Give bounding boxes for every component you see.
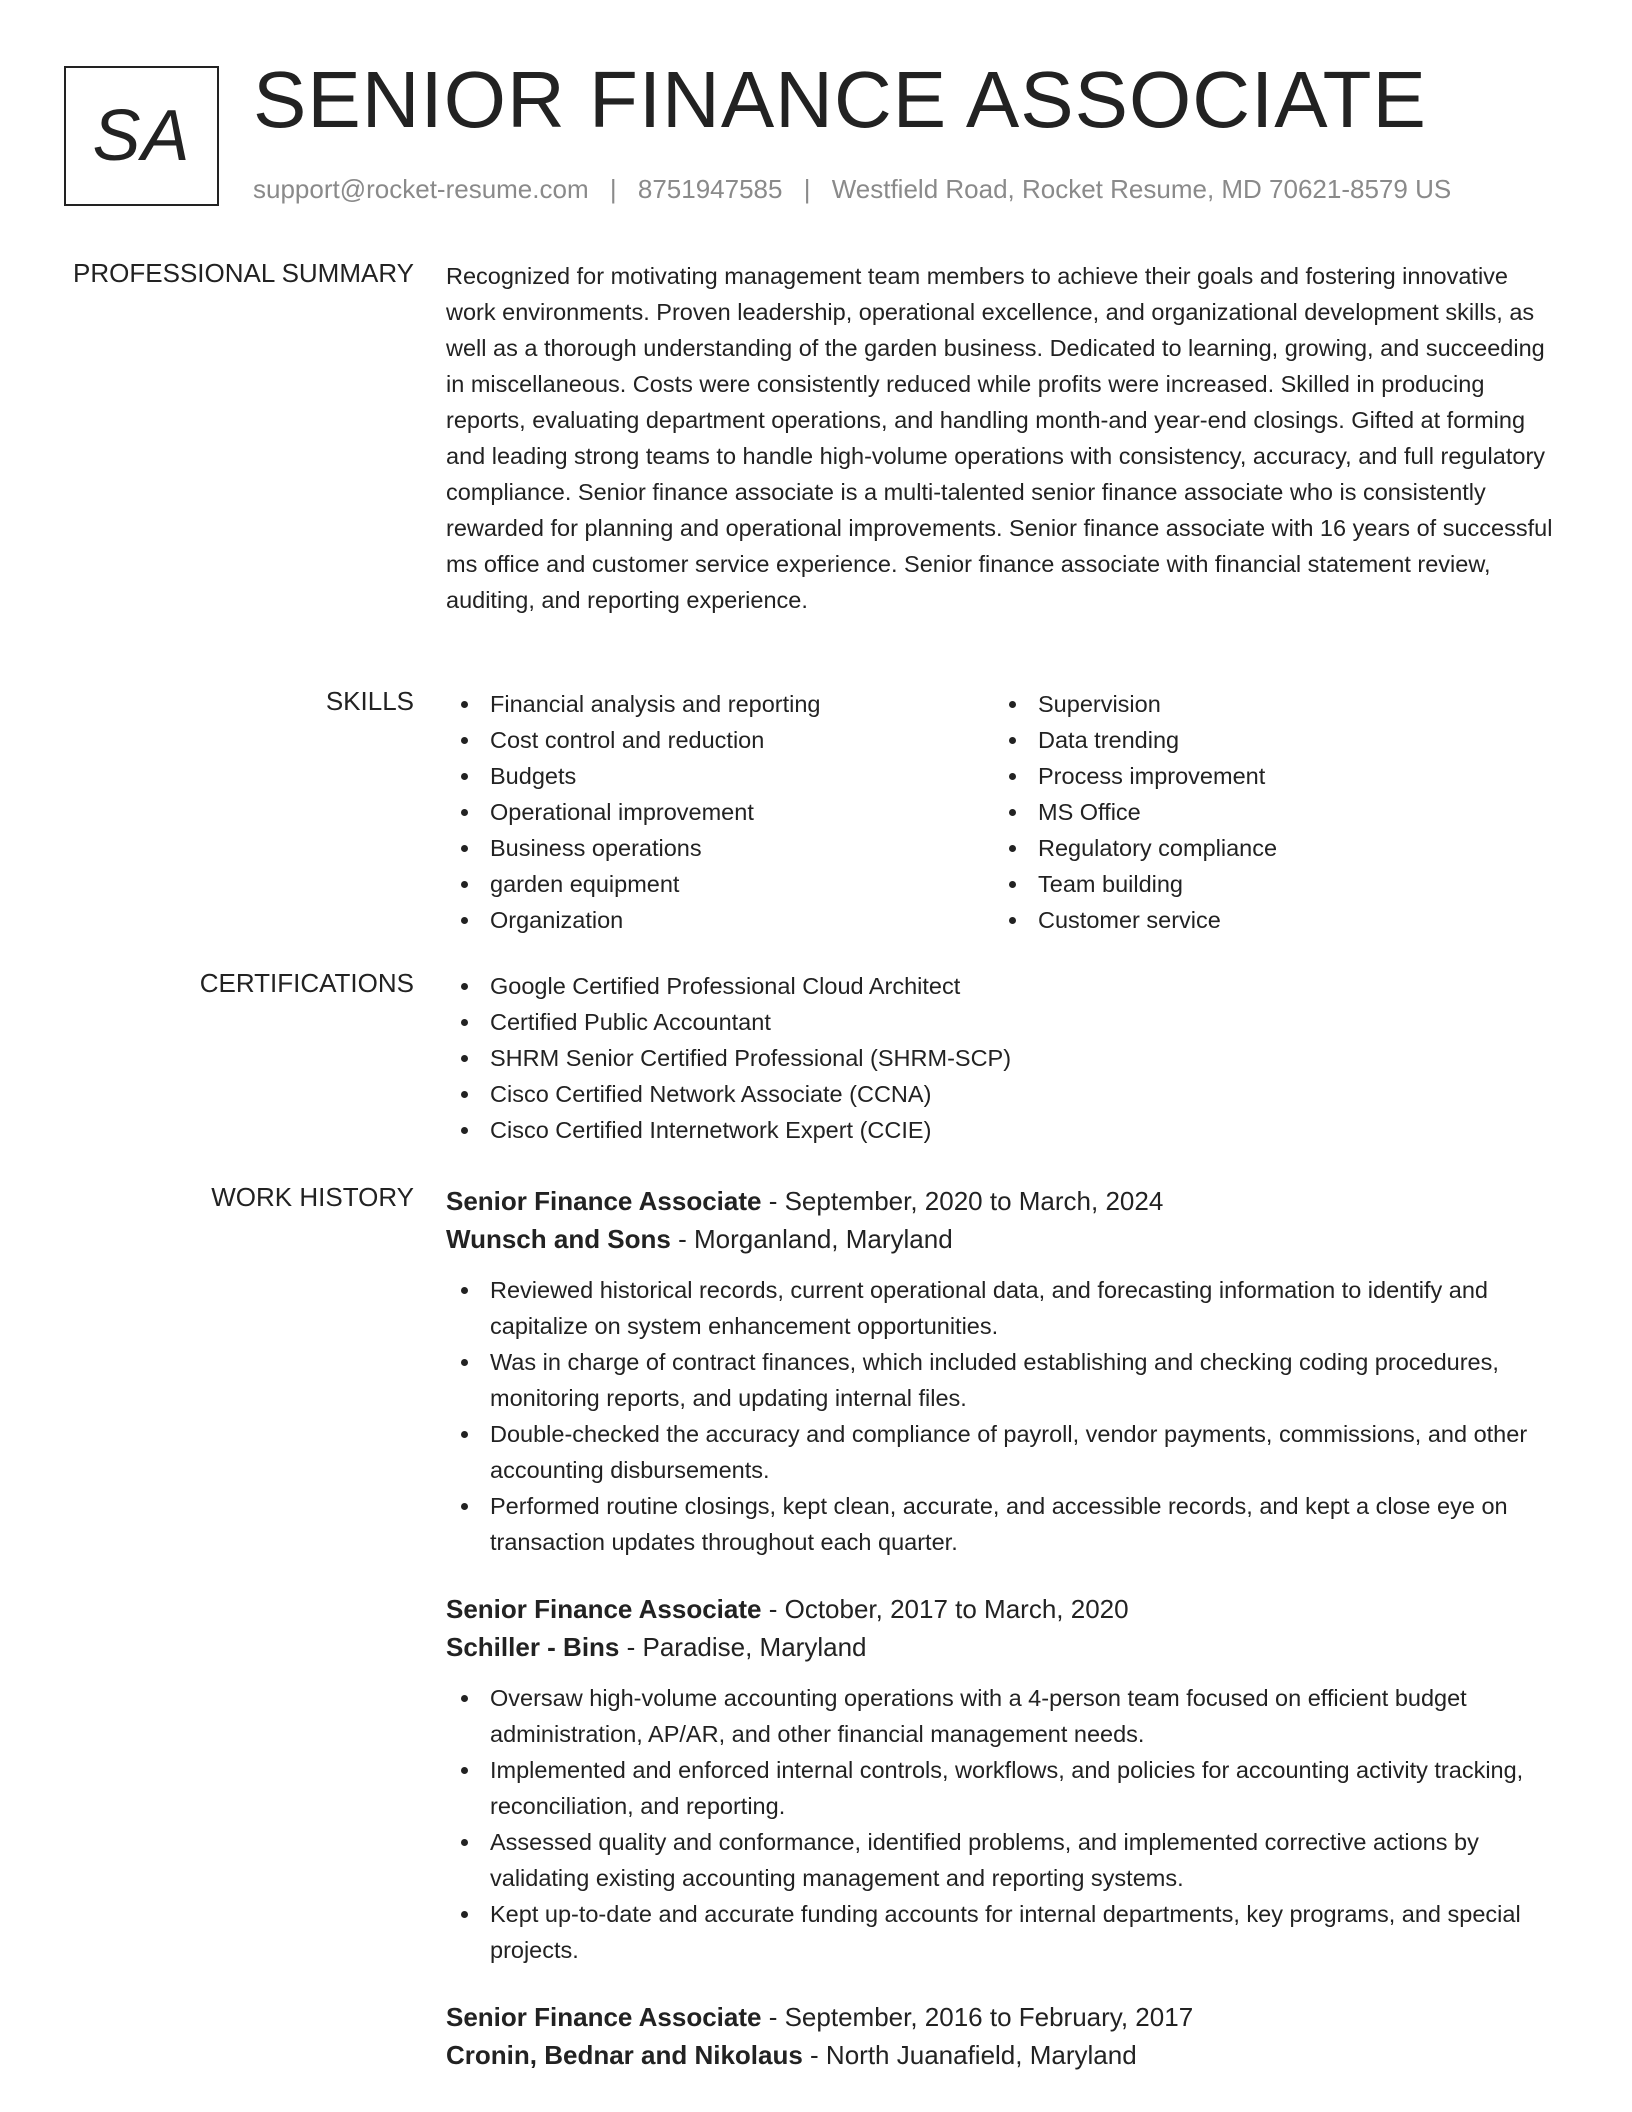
job-bullet: Was in charge of contract finances, which included establishing and checking coding procedures, monitoring reports, and updating internal files. <box>446 1344 1561 1416</box>
job-location: - Morganland, Maryland <box>670 1224 953 1254</box>
certifications-list <box>446 968 1561 1148</box>
job-bullet: Oversaw high-volume accounting operations with a 4-person team focused on efficient budget administration, AP/AR, and other financial management needs. <box>446 1680 1561 1752</box>
job-bullets <box>446 1680 1561 1968</box>
job-company-line <box>446 1628 1561 1666</box>
job-title: Senior Finance Associate <box>446 1594 762 1624</box>
section-label-summary: PROFESSIONAL SUMMARY <box>73 258 414 288</box>
job-bullet: Double-checked the accuracy and compliance of payroll, vendor payments, commissions, and other accounting disbursements. <box>446 1416 1561 1488</box>
skill-item: Financial analysis and reporting <box>446 686 994 722</box>
job-bullet: Assessed quality and conformance, identified problems, and implemented corrective actions by validating existing accounting management and reporting systems. <box>446 1824 1561 1896</box>
job-title-line <box>446 1998 1561 2036</box>
skills-list-right <box>994 686 1542 938</box>
skill-item: Data trending <box>994 722 1542 758</box>
skill-item: Business operations <box>446 830 994 866</box>
job-title: Senior Finance Associate <box>446 2002 762 2032</box>
summary-text: Recognized for motivating management team members to achieve their goals and fostering innovative work environments. Proven leadership, operational excellence, and organizational development skills, as well as a thorough understanding of the garden business. Dedicated to learning, growing, and succeeding in miscellaneous. Costs were consistently reduced while profits were increased. Skilled in producing reports, evaluating department operations, and handling month-and year-end closings. Gifted at forming and leading strong teams to handle high-volume operations with consistency, accuracy, and full regulatory compliance. Senior finance associate is a multi-talented senior finance associate who is consistently rewarded for planning and operational improvements. Senior finance associate with 16 years of successful ms office and customer service experience. Senior finance associate with financial statement review, auditing, and reporting experience. <box>446 263 1553 613</box>
job-title-line <box>446 1182 1561 1220</box>
job-dates: - October, 2017 to March, 2020 <box>761 1594 1129 1624</box>
skills-body <box>446 686 1561 938</box>
certification-item: Cisco Certified Internetwork Expert (CCIE) <box>446 1112 1561 1148</box>
job-bullet: Kept up-to-date and accurate funding accounts for internal departments, key programs, and special projects. <box>446 1896 1561 1968</box>
skill-item: Regulatory compliance <box>994 830 1542 866</box>
job-location: - Paradise, Maryland <box>619 1632 867 1662</box>
job-bullets <box>446 1272 1561 1560</box>
job-company: Schiller - Bins <box>446 1632 620 1662</box>
job-company: Cronin, Bednar and Nikolaus <box>446 2040 803 2070</box>
contact-phone: 8751947585 <box>637 174 783 204</box>
job-bullet: Reviewed historical records, current operational data, and forecasting information to identify and capitalize on system enhancement opportunities. <box>446 1272 1561 1344</box>
section-label-skills: SKILLS <box>325 686 414 716</box>
certification-item: SHRM Senior Certified Professional (SHRM-SCP) <box>446 1040 1561 1076</box>
job-dates: - September, 2016 to February, 2017 <box>761 2002 1194 2032</box>
job-title: Senior Finance Associate <box>446 1186 762 1216</box>
job-bullet: Implemented and enforced internal controls, workflows, and policies for accounting activity tracking, reconciliation, and reporting. <box>446 1752 1561 1824</box>
contact-email: support@rocket-resume.com <box>253 174 589 204</box>
job-bullet: Performed routine closings, kept clean, accurate, and accessible records, and kept a close eye on transaction updates throughout each quarter. <box>446 1488 1561 1560</box>
skill-item: Customer service <box>994 902 1542 938</box>
skill-item: Process improvement <box>994 758 1542 794</box>
job-dates: - September, 2020 to March, 2024 <box>761 1186 1164 1216</box>
job-title-line <box>446 1590 1561 1628</box>
contact-address: Westfield Road, Rocket Resume, MD 70621-8579 US <box>831 174 1452 204</box>
skill-item: Budgets <box>446 758 994 794</box>
certification-item: Cisco Certified Network Associate (CCNA) <box>446 1076 1561 1112</box>
summary-body <box>446 258 1561 618</box>
page-title: SENIOR FINANCE ASSOCIATE <box>253 55 1427 144</box>
skill-item: Operational improvement <box>446 794 994 830</box>
skill-item: Team building <box>994 866 1542 902</box>
job-location: - North Juanafield, Maryland <box>802 2040 1137 2070</box>
skills-list-left <box>446 686 994 938</box>
skill-item: MS Office <box>994 794 1542 830</box>
certification-item: Certified Public Accountant <box>446 1004 1561 1040</box>
job-company-line <box>446 2036 1561 2074</box>
job-entry <box>446 1590 1561 1968</box>
skill-item: Organization <box>446 902 994 938</box>
job-company-line <box>446 1220 1561 1258</box>
contact-line <box>253 174 1451 205</box>
contact-separator: | <box>803 174 811 204</box>
job-entry <box>446 1182 1561 1560</box>
certifications-body <box>446 968 1561 1148</box>
skill-item: garden equipment <box>446 866 994 902</box>
work-history-body <box>446 1182 1561 2074</box>
section-label-certifications: CERTIFICATIONS <box>199 968 414 998</box>
job-company: Wunsch and Sons <box>446 1224 671 1254</box>
certification-item: Google Certified Professional Cloud Architect <box>446 968 1561 1004</box>
job-entry <box>446 1998 1561 2074</box>
skill-item: Cost control and reduction <box>446 722 994 758</box>
monogram-logo: SA <box>64 66 219 206</box>
skill-item: Supervision <box>994 686 1542 722</box>
section-label-work-history: WORK HISTORY <box>211 1182 414 1212</box>
contact-separator: | <box>609 174 617 204</box>
